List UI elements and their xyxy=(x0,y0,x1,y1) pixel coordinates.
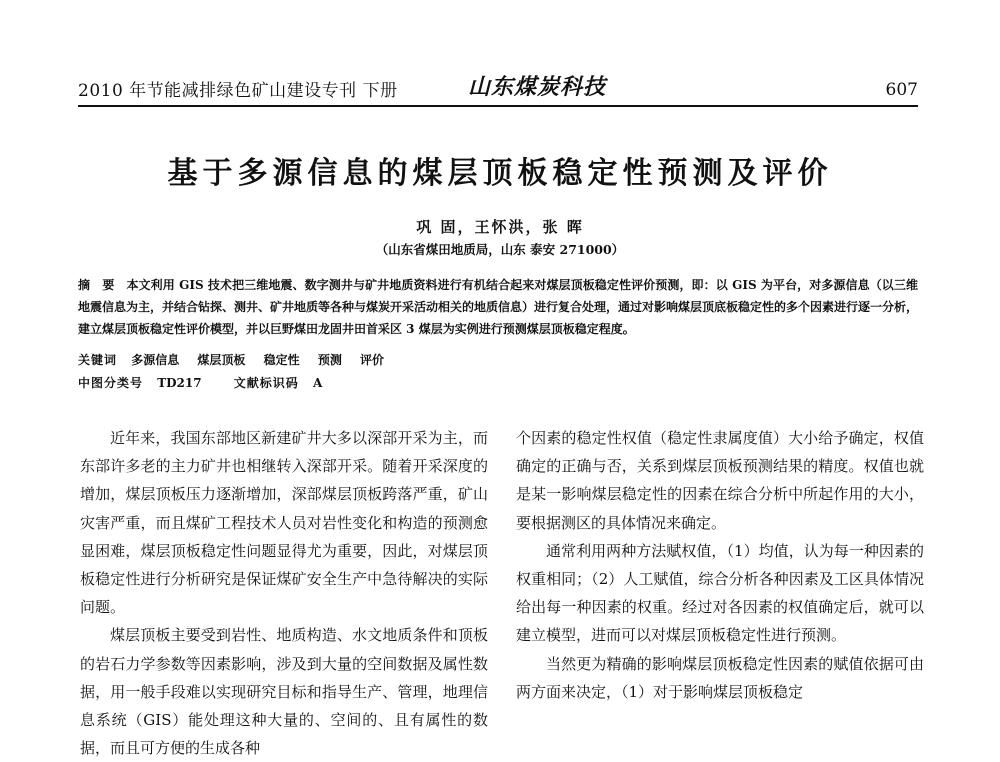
article-authors: 巩 固，王怀洪，张 晖 xyxy=(416,218,584,236)
abstract-text: 本文利用 GIS 技术把三维地震、数字测井与矿井地质资料进行有机结合起来对煤层顶板稳定性评价预测，即：以 GIS 为平台，对多源信息（以三维地震信息为主，并结合钻探、测井、矿井地质等各种与煤炭开采活动相关的地质信息）进行复合处理，通过对影响煤层顶底板稳定性的多个因素进行逐一分析，建立煤层顶板稳定性评价模型，并以巨野煤田龙固井田首采区 3 煤层为实例进行预测煤层顶板稳定程度。 xyxy=(78,278,919,336)
body-paragraph: 近年来，我国东部地区新建矿井大多以深部开采为主，而东部许多老的主力矿井也相继转入深部开采。随着开采深度的增加，煤层顶板压力逐渐增加，深部煤层顶板跨落严重，矿山灾害严重，而且煤矿工程技术人员对岩性变化和构造的预测愈显困难，煤层顶板稳定性问题显得尤为重要，因此，对煤层顶板稳定性进行分析研究是保证煤矿安全生产中急待解决的实际问题。 xyxy=(80,429,488,617)
body-paragraph-continued: 个因素的稳定性权值（稳定性隶属度值）大小给予确定，权值确定的正确与否，关系到煤层顶板预测结果的精度。权值也就是某一影响煤层稳定性的因素在综合分析中所起作用的大小，要根据测区的具体情况来确定。 xyxy=(516,429,924,532)
body-paragraph: 当然更为精确的影响煤层顶板稳定性因素的赋值依据可由两方面来决定，（1）对于影响煤层顶板稳定 xyxy=(516,654,924,701)
keyword: 煤层顶板 xyxy=(197,353,246,367)
classification-code: TD217 xyxy=(157,376,202,390)
keywords-label: 关键词 xyxy=(78,353,118,367)
keywords-line xyxy=(78,351,398,368)
body-paragraph: 通常利用两种方法赋权值，（1）均值，认为每一种因素的权重相同；（2）人工赋值，综合分析各种因素及工区具体情况给出每一种因素的权重。经过对各因素的权值确定后，就可以建立模型，进而可以对煤层顶板稳定性进行预测。 xyxy=(516,541,924,645)
keyword: 预测 xyxy=(317,353,342,367)
body-paragraph: 煤层顶板主要受到岩性、地质构造、水文地质条件和顶板的岩石力学参数等因素影响，涉及到大量的空间数据及属性数据，用一般手段难以实现研究目标和指导生产、管理，地理信息系统（GIS）能处理这种大量的、空间的、且有属性的数据，而且可方便的生成各种 xyxy=(80,626,488,758)
abstract xyxy=(78,274,918,340)
abstract-label: 摘 要 xyxy=(78,278,119,292)
journal-logo: 山东煤炭科技 xyxy=(468,74,607,100)
classification-label: 中图分类号 xyxy=(78,376,144,390)
article-title: 基于多源信息的煤层顶板稳定性预测及评价 xyxy=(167,156,833,191)
keyword: 稳定性 xyxy=(263,353,300,367)
doc-code: A xyxy=(312,376,323,390)
author-affiliation: （山东省煤田地质局，山东 泰安 271000） xyxy=(375,242,625,257)
running-header xyxy=(78,70,918,104)
doc-code-label: 文献标识码 xyxy=(233,376,299,390)
body-column-left xyxy=(80,424,488,762)
journal-issue-info: 2010 年节能减排绿色矿山建设专刊 下册 xyxy=(78,81,398,101)
keyword: 多源信息 xyxy=(131,353,180,367)
header-rule xyxy=(78,105,918,107)
classification-line xyxy=(78,374,322,391)
page-number: 607 xyxy=(885,80,918,100)
body-column-right xyxy=(516,424,924,706)
keyword: 评价 xyxy=(360,353,385,367)
